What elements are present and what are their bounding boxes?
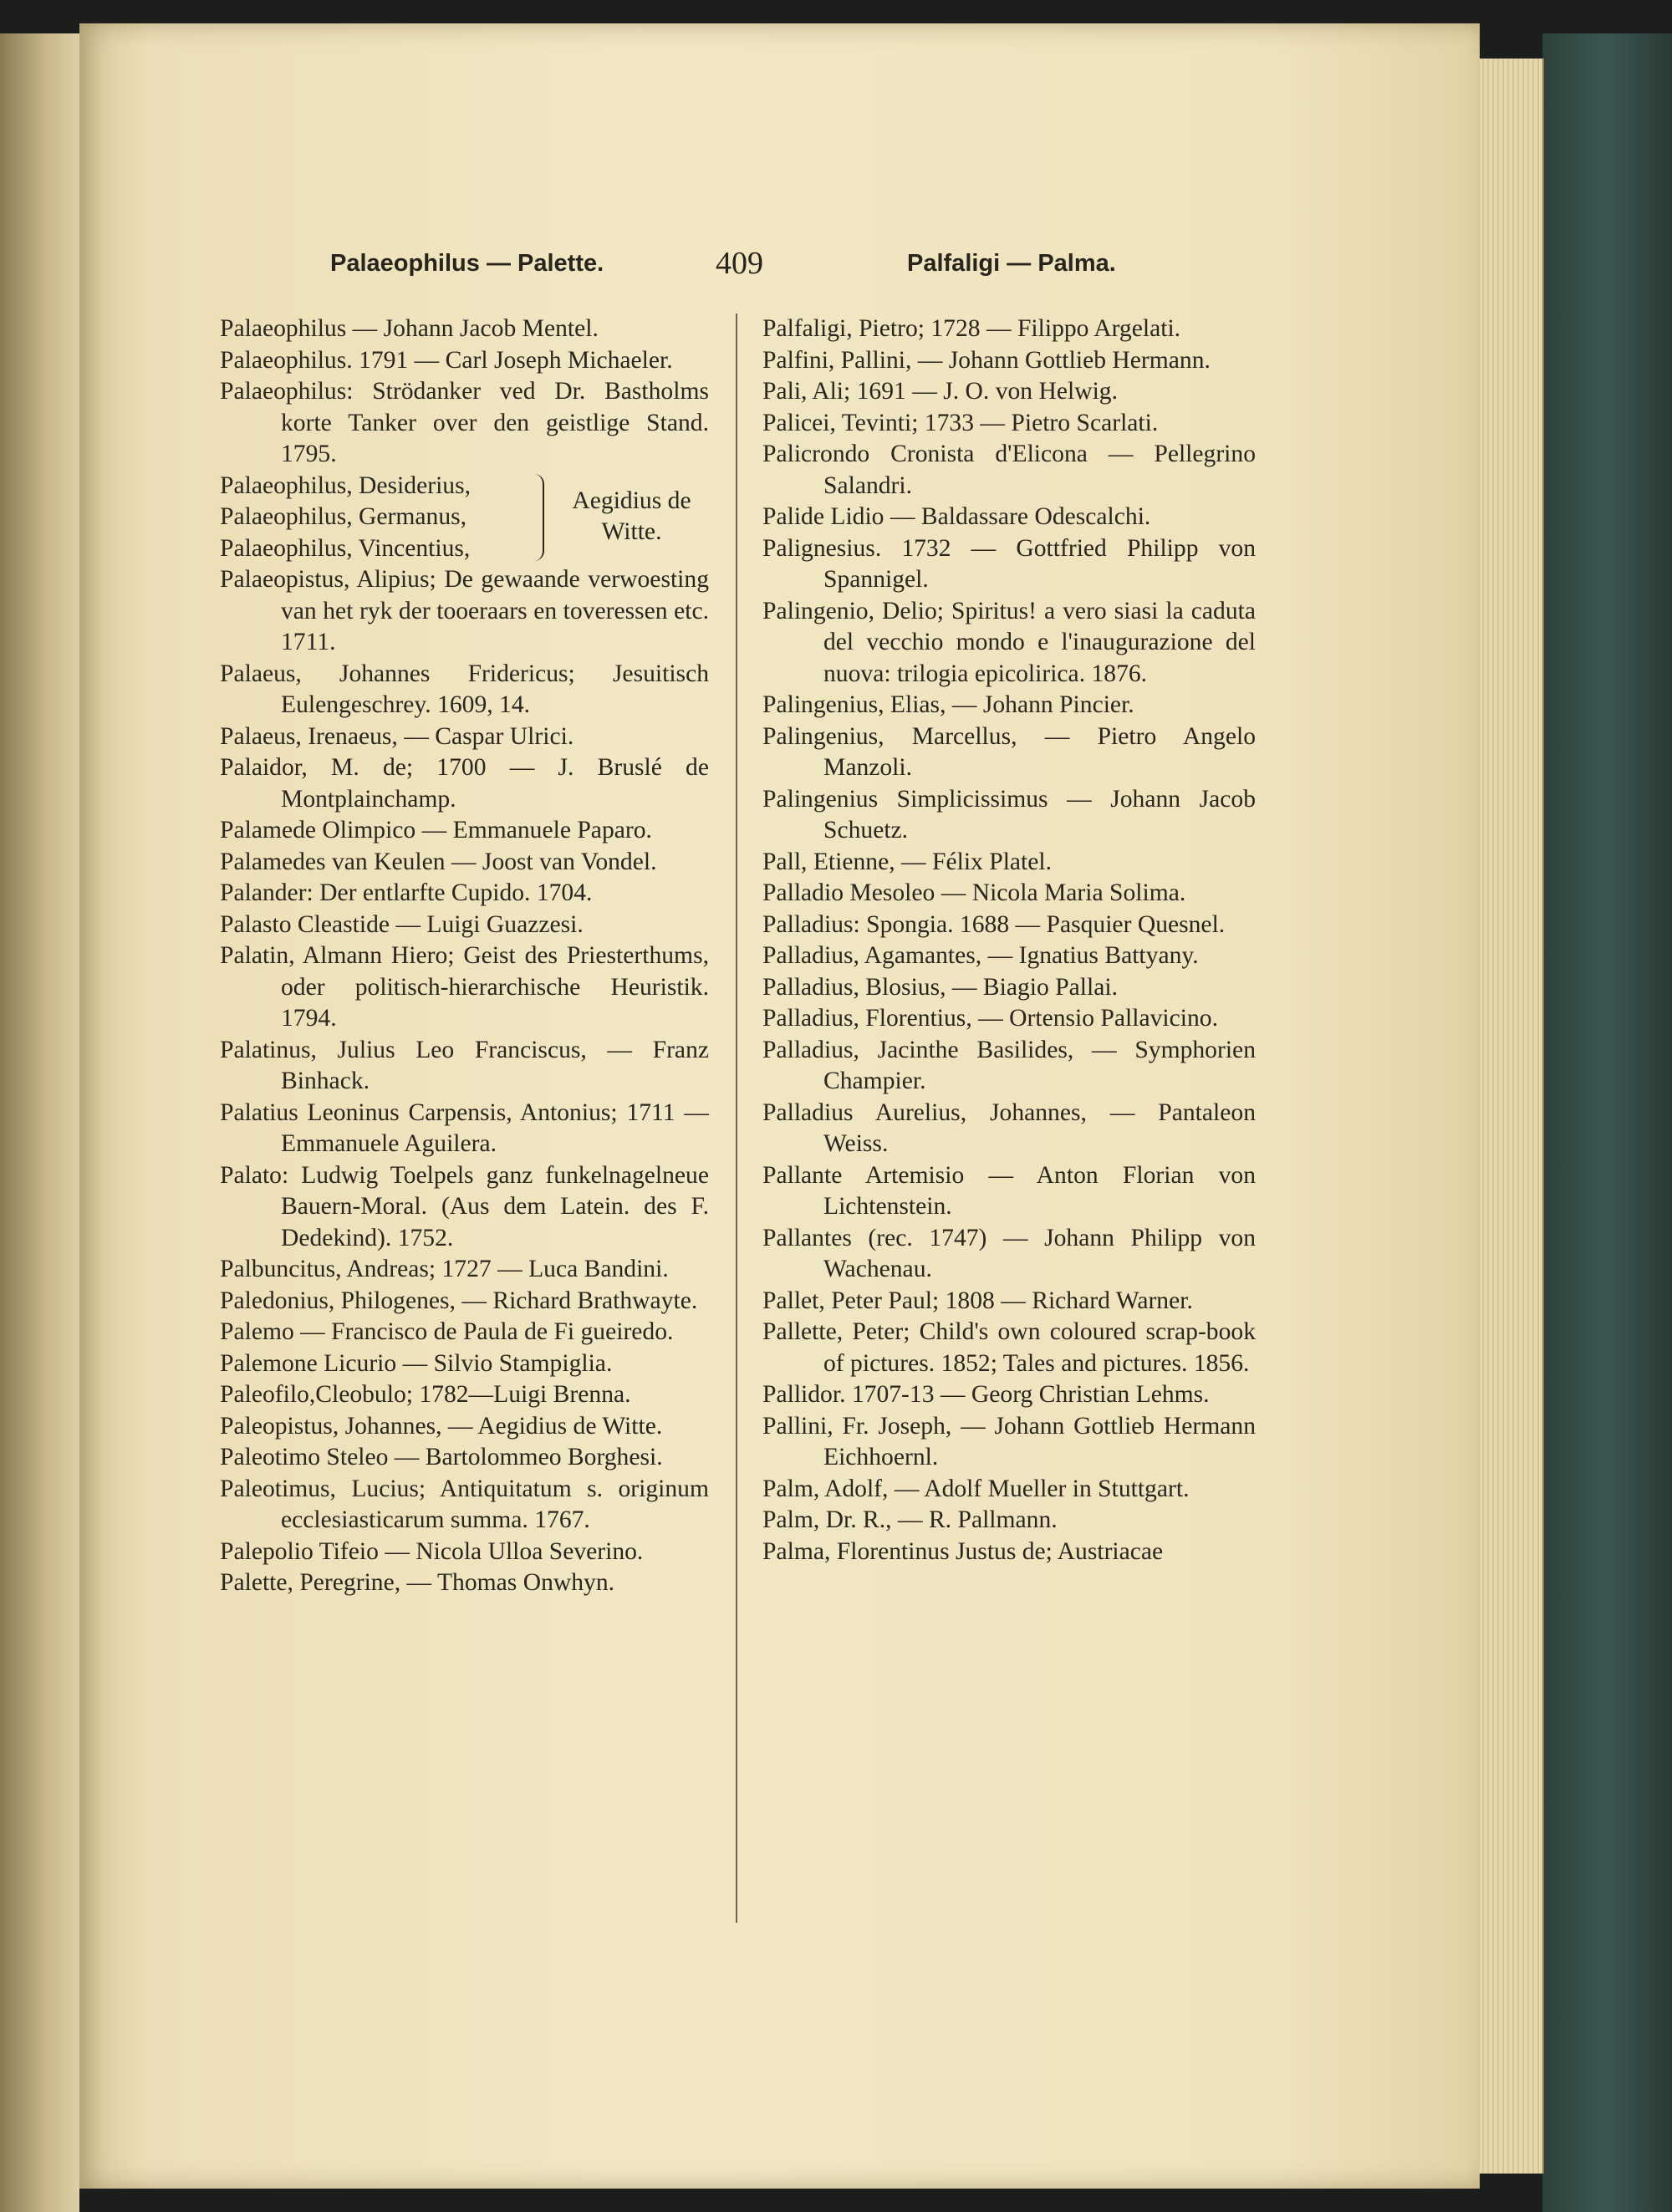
index-entry: Palaeophilus. 1791 — Carl Joseph Michaeler. xyxy=(220,346,673,374)
index-entry: Palingenius, Elias, — Johann Pincier. xyxy=(762,691,1134,718)
index-entry: Palatinus, Julius Leo Franciscus, — Franz Binhack. xyxy=(220,1036,709,1094)
index-entry: Pallini, Fr. Joseph, — Johann Gottlieb Hermann Eichhoernl. xyxy=(762,1412,1256,1470)
index-entry: Palaeopistus, Alipius; De gewaande verwoesting van het ryk der tooeraars en toveressen etc. 1711. xyxy=(220,566,709,655)
index-entry: Palato: Ludwig Toelpels ganz funkelnagelneue Bauern-Moral. (Aus dem Latein. des F. Dedekind). 1752. xyxy=(220,1161,709,1251)
left-entries-after xyxy=(220,564,709,1599)
page-number: 409 xyxy=(716,246,763,281)
index-entry: Palemone Licurio — Silvio Stampiglia. xyxy=(220,1349,613,1377)
index-entry: Palette, Peregrine, — Thomas Onwhyn. xyxy=(220,1569,615,1596)
index-entry: Pallet, Peter Paul; 1808 — Richard Warner. xyxy=(762,1287,1193,1314)
index-entry: Palamedes van Keulen — Joost van Vondel. xyxy=(220,848,657,875)
index-entry: Palignesius. 1732 — Gottfried Philipp von Spannigel. xyxy=(762,534,1256,593)
bracket-line: Palaeophilus, Desiderius, xyxy=(220,471,471,499)
bracketed-entry-group xyxy=(220,471,709,565)
left-column xyxy=(220,313,709,1599)
index-entry: Palladius, Blosius, — Biagio Pallai. xyxy=(762,973,1119,1001)
index-entry: Palm, Dr. R., — R. Pallmann. xyxy=(762,1506,1058,1533)
index-entry: Pali, Ali; 1691 — J. O. von Helwig. xyxy=(762,378,1119,405)
index-entry: Palbuncitus, Andreas; 1727 — Luca Bandini. xyxy=(220,1256,669,1282)
index-entry: Palemo — Francisco de Paula de Fi gueiredo. xyxy=(220,1318,674,1345)
index-entry: Palamede Olimpico — Emmanuele Paparo. xyxy=(220,817,652,844)
index-entry: Palander: Der entlarfte Cupido. 1704. xyxy=(220,879,593,906)
left-entries-before xyxy=(220,313,709,471)
page-edges xyxy=(1480,59,1544,2174)
index-entry: Palicrondo Cronista d'Elicona — Pellegrino Salandri. xyxy=(762,441,1256,499)
index-entry: Palaeophilus: Strödanker ved Dr. Bastholms korte Tanker over den geistlige Stand. 1795. xyxy=(220,378,709,467)
index-entry: Palm, Adolf, — Adolf Mueller in Stuttgart. xyxy=(762,1475,1190,1502)
right-column xyxy=(762,313,1256,1567)
index-entry: Paledonius, Philogenes, — Richard Brathwayte. xyxy=(220,1287,698,1314)
index-entry: Pallantes (rec. 1747) — Johann Philipp von Wachenau. xyxy=(762,1224,1256,1282)
curly-brace-icon xyxy=(531,474,544,561)
index-entry: Palaeus, Johannes Fridericus; Jesuitisch Eulengeschrey. 1609, 14. xyxy=(220,660,709,718)
index-entry: Palladius Aurelius, Johannes, — Pantaleon Weiss. xyxy=(762,1098,1256,1157)
index-entry: Palaeus, Irenaeus, — Caspar Ulrici. xyxy=(220,722,574,750)
index-entry: Palladius: Spongia. 1688 — Pasquier Quesnel. xyxy=(762,910,1226,938)
index-entry: Pallette, Peter; Child's own coloured scrap-book of pictures. 1852; Tales and pictures. 1856. xyxy=(762,1318,1256,1377)
index-entry: Palingenio, Delio; Spiritus! a vero siasi la caduta del vecchio mondo e l'inaugurazione del nuova: trilogia epicolirica. 1876. xyxy=(762,597,1256,687)
right-entries xyxy=(762,313,1256,1567)
running-head-right: Palfaligi — Palma. xyxy=(907,250,1116,277)
index-entry: Palladius, Jacinthe Basilides, — Symphorien Champier. xyxy=(762,1036,1256,1094)
index-entry: Paleopistus, Johannes, — Aegidius de Witte. xyxy=(220,1412,663,1440)
index-entry: Palma, Florentinus Justus de; Austriacae xyxy=(762,1537,1164,1565)
index-entry: Palingenius Simplicissimus — Johann Jacob Schuetz. xyxy=(762,785,1256,844)
index-entry: Palingenius, Marcellus, — Pietro Angelo Manzoli. xyxy=(762,722,1256,781)
index-entry: Palatius Leoninus Carpensis, Antonius; 1711 — Emmanuele Aguilera. xyxy=(220,1098,709,1157)
index-entry: Paleofilo,Cleobulo; 1782—Luigi Brenna. xyxy=(220,1381,631,1408)
bracket-line: Palaeophilus, Germanus, xyxy=(220,503,467,530)
index-entry: Palladius, Florentius, — Ortensio Pallavicino. xyxy=(762,1005,1218,1032)
index-entry: Palepolio Tifeio — Nicola Ulloa Severino. xyxy=(220,1537,644,1565)
index-entry: Pallidor. 1707-13 — Georg Christian Lehms. xyxy=(762,1381,1210,1408)
index-entry: Palasto Cleastide — Luigi Guazzesi. xyxy=(220,910,584,938)
index-entry: Palicei, Tevinti; 1733 — Pietro Scarlati. xyxy=(762,409,1159,436)
index-entry: Palaidor, M. de; 1700 — J. Bruslé de Montplainchamp. xyxy=(220,754,709,813)
running-head-left: Palaeophilus — Palette. xyxy=(330,250,604,277)
index-entry: Palladio Mesoleo — Nicola Maria Solima. xyxy=(762,879,1186,906)
index-entry: Palide Lidio — Baldassare Odescalchi. xyxy=(762,503,1151,530)
index-entry: Pall, Etienne, — Félix Platel. xyxy=(762,848,1053,875)
index-entry: Paleotimus, Lucius; Antiquitatum s. originum ecclesiasticarum summa. 1767. xyxy=(220,1475,709,1533)
index-entry: Palfaligi, Pietro; 1728 — Filippo Argelati. xyxy=(762,315,1181,342)
index-entry: Palaeophilus — Johann Jacob Mentel. xyxy=(220,315,599,342)
index-entry: Palladius, Agamantes, — Ignatius Battyany. xyxy=(762,942,1199,969)
index-entry: Pallante Artemisio — Anton Florian von Lichtenstein. xyxy=(762,1161,1256,1220)
index-entry: Palatin, Almann Hiero; Geist des Priesterthums, oder politisch-hierarchische Heuristik. 1794. xyxy=(220,942,709,1032)
book-cover xyxy=(1542,33,1672,2212)
index-entry: Paleotimo Steleo — Bartolommeo Borghesi. xyxy=(220,1444,663,1470)
index-entry: Palfini, Pallini, — Johann Gottlieb Hermann. xyxy=(762,346,1211,374)
column-divider xyxy=(736,313,737,1923)
bracket-line: Palaeophilus, Vincentius, xyxy=(220,534,471,562)
bracket-target: Aegidius de Witte. xyxy=(572,487,691,545)
facing-page-edge xyxy=(0,33,79,2212)
